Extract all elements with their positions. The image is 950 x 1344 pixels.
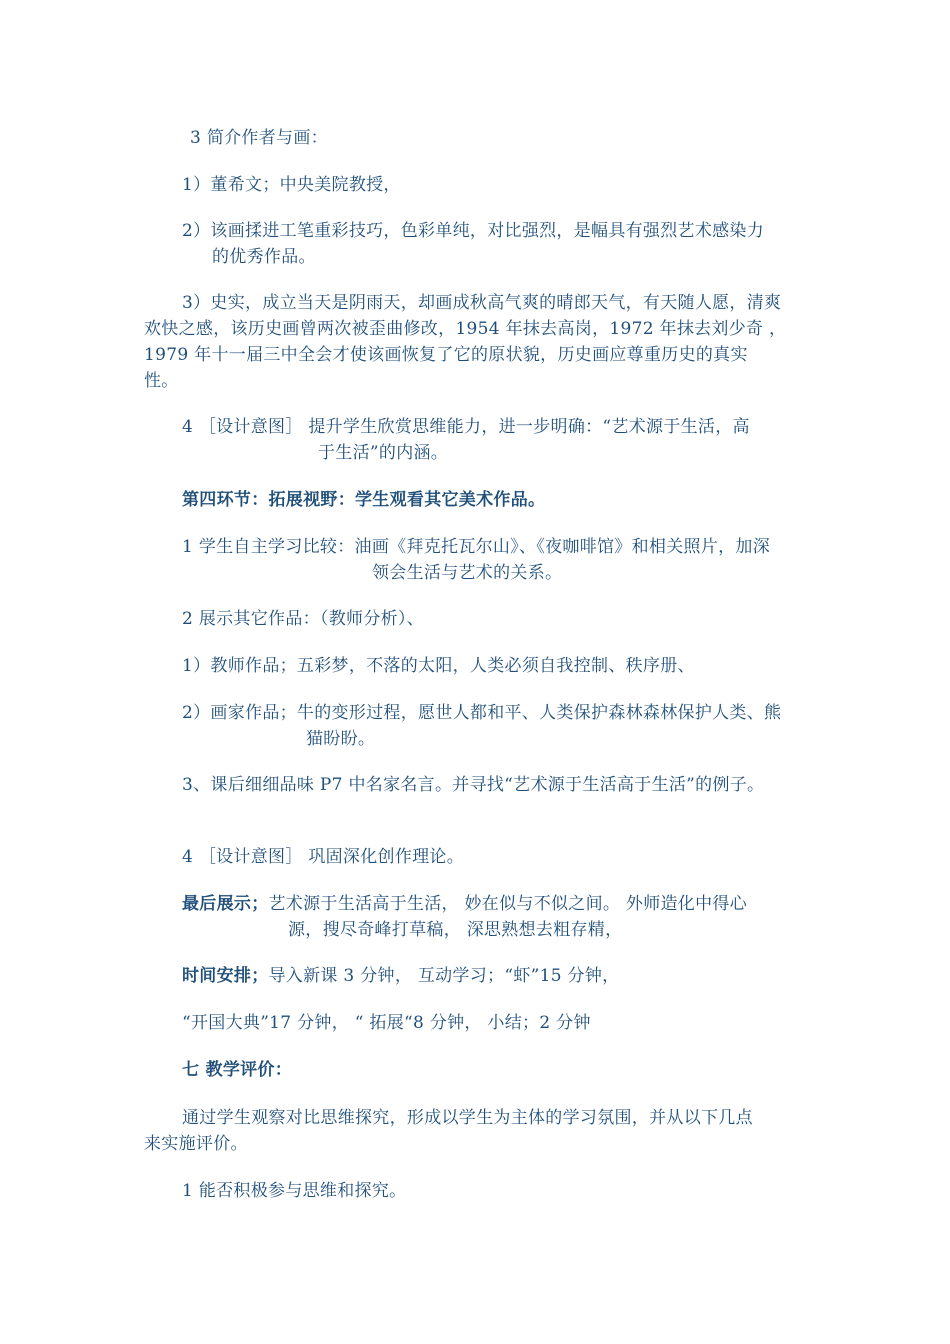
history-line-1: 3）史实，成立当天是阴雨天，却画成秋高气爽的晴郎天气，有天随人愿，清爽 <box>182 293 782 313</box>
design-intent-1-line-2: 于生活”的内涵。 <box>318 443 449 463</box>
time-label: 时间安排； <box>182 966 269 986</box>
time-line-1 <box>182 964 619 988</box>
author-line: 1）董希文；中央美院教授， <box>182 175 401 195</box>
section-4-heading: 第四环节：拓展视野：学生观看其它美术作品。 <box>182 490 546 510</box>
technique-line-1: 2）该画揉进工笔重彩技巧，色彩单纯，对比强烈，是幅具有强烈艺术感染力 <box>182 221 765 241</box>
design-intent-1-line-1: 4 ［设计意图］ 提升学生欣赏思维能力，进一步明确：“艺术源于生活，高 <box>182 417 750 437</box>
compare-line-1: 1 学生自主学习比较：油画《拜克托瓦尔山》、《夜咖啡馆》和相关照片，加深 <box>182 537 771 557</box>
compare-line-2: 领会生活与艺术的关系。 <box>372 563 563 583</box>
final-show-line-1 <box>182 892 747 916</box>
section-3-title: 3 简介作者与画： <box>190 128 328 148</box>
time-text: 导入新课 3 分钟， 互动学习；“虾”15 分钟， <box>268 966 620 986</box>
evaluation-line-1: 通过学生观察对比思维探究，形成以学生为主体的学习氛围，并从以下几点 <box>182 1108 753 1128</box>
artist-works-line-2: 猫盼盼。 <box>306 729 376 749</box>
evaluation-item-1: 1 能否积极参与思维和探究。 <box>182 1181 407 1201</box>
final-show-text: 艺术源于生活高于生活， 妙在似与不似之间。 外师造化中得心 <box>268 894 748 914</box>
homework-line: 3、课后细细品味 P7 中名家名言。并寻找“艺术源于生活高于生活”的例子。 <box>182 775 765 795</box>
section-7-heading: 七 教学评价： <box>182 1060 293 1080</box>
final-show-label: 最后展示； <box>182 894 269 914</box>
time-line-2: “开国大典”17 分钟， “ 拓展“8 分钟， 小结；2 分钟 <box>182 1013 591 1033</box>
history-line-3: 1979 年十一届三中全会才使该画恢复了它的原状貌，历史画应尊重历史的真实 <box>144 345 748 365</box>
history-line-4: 性。 <box>144 371 179 391</box>
history-line-2: 欢快之感，该历史画曾两次被歪曲修改，1954 年抹去高岗，1972 年抹去刘少奇 ， <box>144 319 787 339</box>
final-show-line-2: 源，搜尽奇峰打草稿， 深思熟想去粗存精， <box>288 920 623 940</box>
evaluation-line-2: 来实施评价。 <box>144 1134 248 1154</box>
technique-line-2: 的优秀作品。 <box>212 247 316 267</box>
design-intent-2-line: 4 ［设计意图］ 巩固深化创作理论。 <box>182 847 465 867</box>
show-works-line: 2 展示其它作品：（教师分析）、 <box>182 609 425 629</box>
artist-works-line-1: 2）画家作品；牛的变形过程，愿世人都和平、人类保护森林森林保护人类、熊 <box>182 703 782 723</box>
teacher-works-line: 1）教师作品；五彩梦，不落的太阳，人类必须自我控制、秩序册、 <box>182 656 695 676</box>
